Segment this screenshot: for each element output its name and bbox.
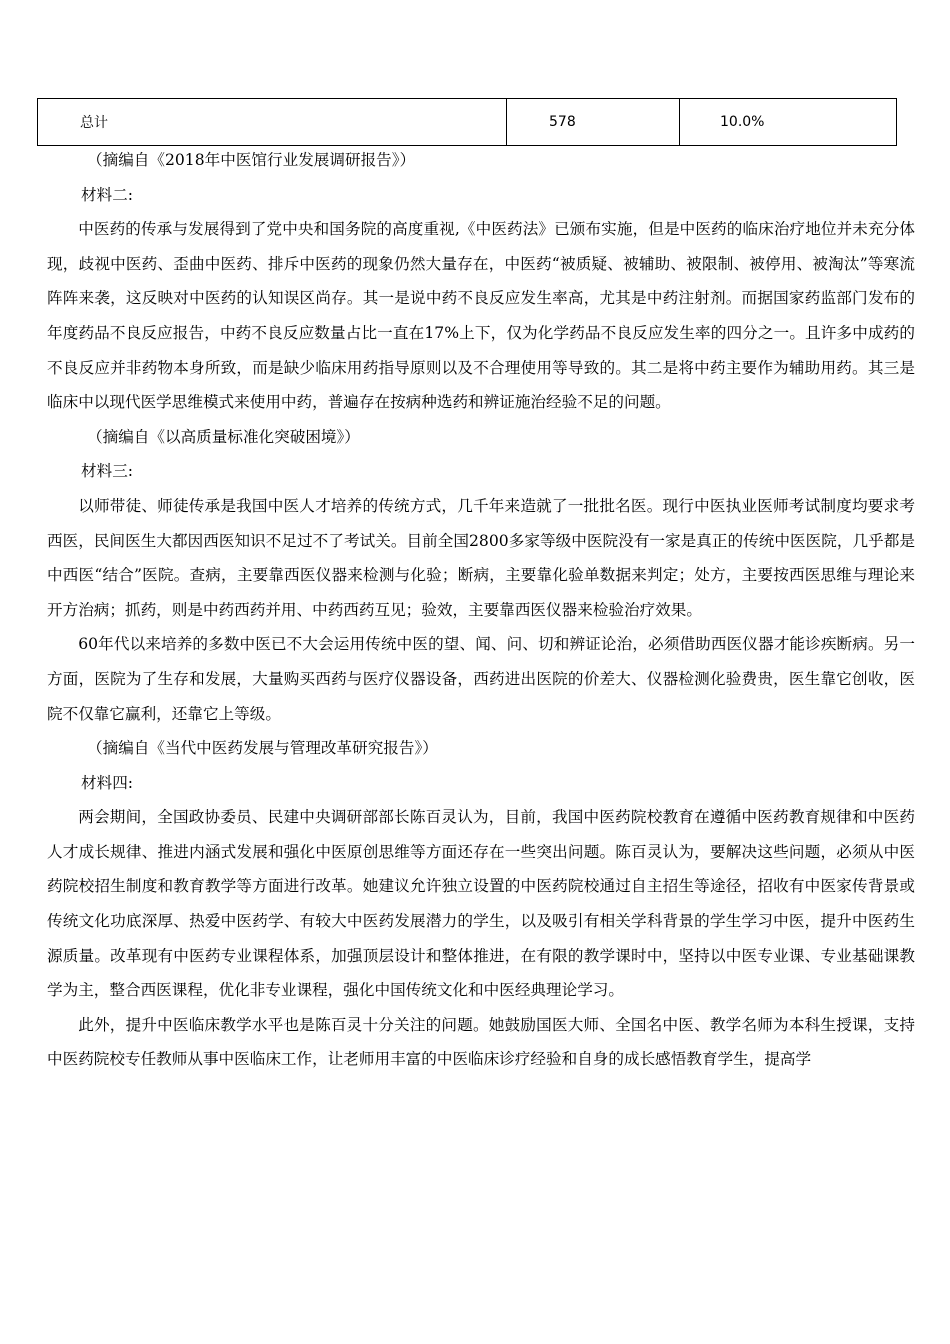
material-heading: 材料三:	[81, 462, 134, 481]
paragraph: 60年代以来培养的多数中医已不大会运用传统中医的望、闻、问、切和辨证论治，必须借助西医仪器才能诊疾断病。另一方面，医院为了生存和发展，大量购买西药与医疗仪器设备，西药进出医院的价差大、仪器检测化验费贵，医生靠它创收，医院不仅靠它赢利，还靠它上等级。	[47, 635, 915, 723]
source-citation: （摘编自《当代中医药发展与管理改革研究报告》）	[87, 739, 438, 758]
source-citation: （摘编自《2018年中医馆行业发展调研报告》）	[87, 151, 416, 169]
paragraph: 中医药的传承与发展得到了党中央和国务院的高度重视,《中医药法》已颁布实施，但是中医药的临床治疗地位并未充分体现，歧视中医药、歪曲中医药、排斥中医药的现象仍然大量存在，中医药“被质疑、被辅助、被限制、被停用、被淘汰”等寒流阵阵来袭，这反映对中医药的认知误区尚存。其一是说中药不良反应发生率高，尤其是中药注射剂。而据国家药监部门发布的年度药品不良反应报告，中药不良反应数量占比一直在17%上下，仅为化学药品不良反应发生率的四分之一。且许多中成药的不良反应并非药物本身所致，而是缺少临床用药指导原则以及不合理使用等导致的。其二是将中药主要作为辅助用药。其三是临床中以现代医学思维模式来使用中药，普遍存在按病种选药和辨证施治经验不足的问题。	[47, 220, 915, 412]
paragraph: 两会期间，全国政协委员、民建中央调研部部长陈百灵认为，目前，我国中医药院校教育在遵循中医药教育规律和中医药人才成长规律、推进内涵式发展和强化中医原创思维等方面还存在一些突出问题。陈百灵认为，要解决这些问题，必须从中医药院校招生制度和教育教学等方面进行改革。她建议允许独立设置的中医药院校通过自主招生等途径，招收有中医家传背景或传统文化功底深厚、热爱中医药学、有较大中医药发展潜力的学生，以及吸引有相关学科背景的学生学习中医，提升中医药生源质量。改革现有中医药专业课程体系，加强顶层设计和整体推进，在有限的教学课时中，坚持以中医专业课、专业基础课教学为主，整合西医课程，优化非专业课程，强化中国传统文化和中医经典理论学习。	[47, 808, 915, 1000]
paragraph: 此外，提升中医临床教学水平也是陈百灵十分关注的问题。她鼓励国医大师、全国名中医、教学名师为本科生授课，支持中医药院校专任教师从事中医临床工作，让老师用丰富的中医临床诊疗经验和自身的成长感悟教育学生，提高学	[47, 1015, 915, 1069]
document-body	[47, 143, 915, 1077]
summary-table-row	[37, 98, 897, 146]
material-heading: 材料四:	[81, 773, 134, 792]
source-citation: （摘编自《以高质量标准化突破困境》）	[87, 427, 360, 446]
table-cell-label: 总计	[38, 99, 507, 145]
table-cell-percent: 10.0%	[720, 114, 765, 130]
paragraph: 以师带徒、师徒传承是我国中医人才培养的传统方式，几千年来造就了一批批名医。现行中医执业医师考试制度均要求考西医，民间医生大都因西医知识不足过不了考试关。目前全国2800多家等级中医院没有一家是真正的传统中医医院，几乎都是中西医“结合”医院。查病，主要靠西医仪器来检测与化验；断病，主要靠化验单数据来判定；处方，主要按西医思维与理论来开方治病；抓药，则是中药西药并用、中药西药互见；验效，主要靠西医仪器来检验治疗效果。	[47, 496, 915, 619]
material-heading: 材料二:	[81, 185, 134, 204]
table-cell-count: 578	[507, 99, 680, 145]
